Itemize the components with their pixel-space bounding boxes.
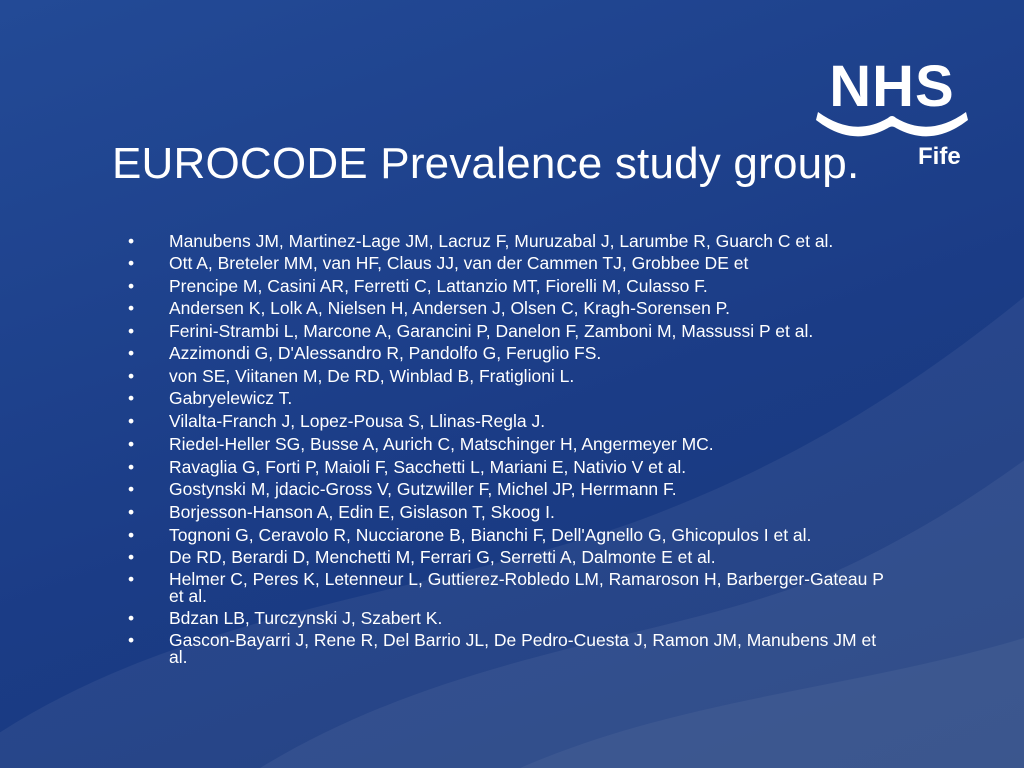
reference-text: Ferini-Strambi L, Marcone A, Garancini P, Danelon F, Zamboni M, Massussi P et al. xyxy=(169,321,814,342)
list-item xyxy=(128,433,898,459)
bullet: • xyxy=(128,630,135,651)
reference-text: De RD, Berardi D, Menchetti M, Ferrari G, Serretti A, Dalmonte E et al. xyxy=(169,546,716,567)
logo-nhs-text: NHS xyxy=(829,54,955,119)
list-item xyxy=(128,345,898,368)
list-item xyxy=(128,571,898,610)
reference-text: von SE, Viitanen M, De RD, Winblad B, Fratiglioni L. xyxy=(169,365,575,386)
reference-text: Bdzan LB, Turczynski J, Szabert K. xyxy=(169,607,443,628)
list-item xyxy=(128,323,898,345)
bullet: • xyxy=(128,501,135,522)
list-item xyxy=(128,546,898,572)
reference-text: Tognoni G, Ceravolo R, Nucciarone B, Bianchi F, Dell'Agnello G, Ghicopulos I et al. xyxy=(169,524,812,545)
reference-text: Andersen K, Lolk A, Nielsen H, Andersen J, Olsen C, Kragh-Sorensen P. xyxy=(169,298,730,319)
bullet: • xyxy=(128,411,135,432)
list-item xyxy=(128,607,898,633)
list-item xyxy=(128,481,898,504)
list-item xyxy=(128,390,898,413)
bullet: • xyxy=(128,456,135,477)
reference-text: Gabryelewicz T. xyxy=(169,388,293,409)
logo-fife-text: Fife xyxy=(918,143,961,170)
reference-text: Prencipe M, Casini AR, Ferretti C, Lattanzio MT, Fiorelli M, Culasso F. xyxy=(169,275,708,296)
reference-text: Azzimondi G, D'Alessandro R, Pandolfo G, Feruglio FS. xyxy=(169,343,602,364)
reference-text: Gostynski M, jdacic-Gross V, Gutzwiller F, Michel JP, Herrmann F. xyxy=(169,479,677,500)
reference-text: Manubens JM, Martinez-Lage JM, Lacruz F, Muruzabal J, Larumbe R, Guarch C et al. xyxy=(169,231,834,251)
list-item xyxy=(128,300,898,323)
bullet: • xyxy=(128,365,135,386)
bullet: • xyxy=(128,298,135,319)
list-item xyxy=(128,456,898,482)
list-item xyxy=(128,365,898,391)
reference-text: Ravaglia G, Forti P, Maioli F, Sacchetti L, Mariani E, Nativio V et al. xyxy=(169,456,687,477)
bullet: • xyxy=(128,524,135,545)
bullet: • xyxy=(128,479,135,500)
bullet: • xyxy=(128,546,135,567)
reference-text: Borjesson-Hanson A, Edin E, Gislason T, Skoog I. xyxy=(169,501,555,522)
reference-text: Vilalta-Franch J, Lopez-Pousa S, Llinas-Regla J. xyxy=(169,411,546,432)
bullet: • xyxy=(128,321,135,342)
list-item xyxy=(128,632,898,671)
list-item xyxy=(128,413,898,436)
list-item xyxy=(128,233,898,255)
list-item xyxy=(128,275,898,301)
bullet: • xyxy=(128,275,135,296)
list-item xyxy=(128,255,898,278)
reference-text: Helmer C, Peres K, Letenneur L, Guttierez-Robledo LM, Ramaroson H, Barberger-Gateau P et al. xyxy=(169,569,884,606)
bullet: • xyxy=(128,343,135,364)
bullet: • xyxy=(128,388,135,409)
bullet: • xyxy=(128,607,135,628)
list-item xyxy=(128,524,898,549)
bullet: • xyxy=(128,569,135,590)
list-item xyxy=(128,501,898,527)
slide-title: EUROCODE Prevalence study group. xyxy=(112,139,860,188)
bullet: • xyxy=(128,253,135,273)
reference-text: Riedel-Heller SG, Busse A, Aurich C, Matschinger H, Angermeyer MC. xyxy=(169,433,714,454)
reference-list xyxy=(128,233,898,671)
reference-text: Gascon-Bayarri J, Rene R, Del Barrio JL, De Pedro-Cuesta J, Ramon JM, Manubens JM et al. xyxy=(169,630,877,667)
bullet: • xyxy=(128,231,135,251)
reference-text: Ott A, Breteler MM, van HF, Claus JJ, van der Cammen TJ, Grobbee DE et xyxy=(169,253,749,273)
bullet: • xyxy=(128,433,135,454)
